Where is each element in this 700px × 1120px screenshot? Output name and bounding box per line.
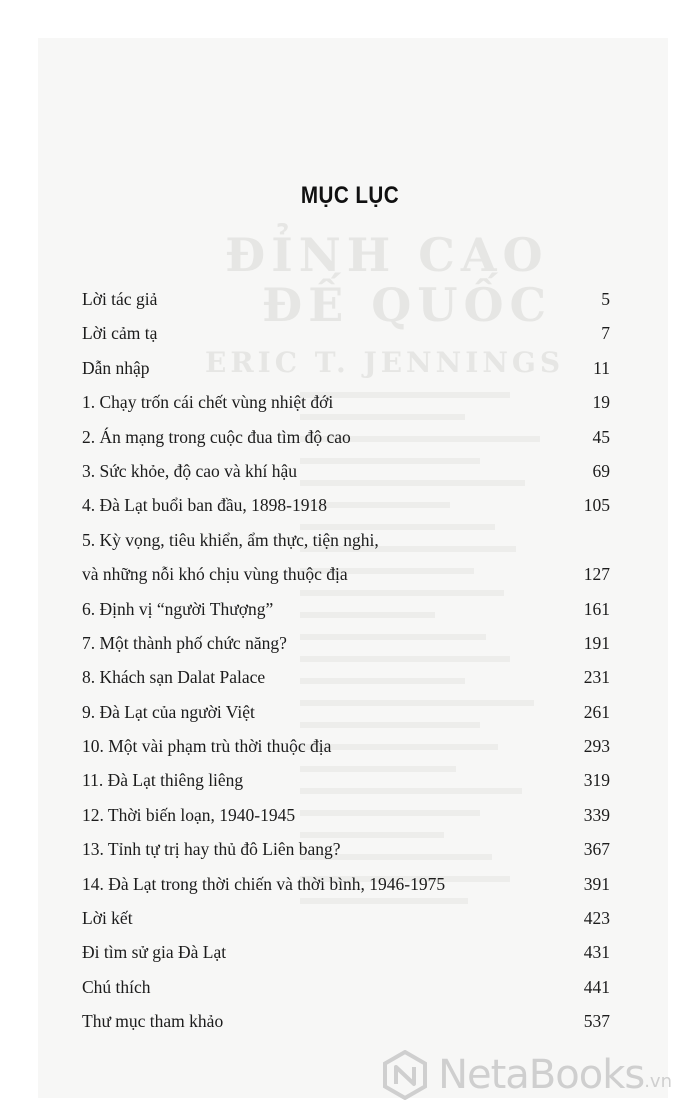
toc-entry-title: Đi tìm sử gia Đà Lạt xyxy=(82,942,227,963)
page-title: MỤC LỤC xyxy=(300,182,400,209)
toc-entry xyxy=(82,284,610,318)
netabooks-logo-icon xyxy=(380,1050,430,1100)
toc-entry xyxy=(82,937,610,971)
toc-entry-page: 537 xyxy=(583,1011,610,1032)
toc-entry-title: và những nỗi khó chịu vùng thuộc địa xyxy=(82,564,348,585)
bleed-through-decoration: ĐỈNH CAO xyxy=(225,228,549,282)
toc-entry xyxy=(82,525,610,559)
toc-entry-page: 391 xyxy=(583,873,610,894)
toc-entry xyxy=(82,697,610,731)
toc-entry xyxy=(82,559,610,593)
toc-entry-page: 7 xyxy=(601,323,610,344)
toc-entry-page: 5 xyxy=(601,289,610,309)
watermark-suffix: .vn xyxy=(644,1071,672,1092)
toc-entry-page: 441 xyxy=(583,976,610,997)
table-of-contents xyxy=(82,284,610,1041)
toc-entry-page: 69 xyxy=(592,460,610,481)
toc-entry-title: 9. Đà Lạt của người Việt xyxy=(82,701,255,722)
toc-entry-title: Dẫn nhập xyxy=(82,357,150,378)
watermark-brand: NetaBooks xyxy=(438,1052,645,1098)
toc-entry-title: Lời tác giả xyxy=(82,289,158,309)
toc-entry xyxy=(82,628,610,662)
toc-entry-page: 367 xyxy=(583,839,610,860)
watermark xyxy=(380,1050,672,1100)
toc-entry-title: 8. Khách sạn Dalat Palace xyxy=(82,667,266,688)
toc-entry xyxy=(82,869,610,903)
toc-entry xyxy=(82,903,610,937)
toc-entry-page: 105 xyxy=(583,495,610,516)
toc-entry xyxy=(82,387,610,421)
toc-entry xyxy=(82,1006,610,1040)
toc-entry xyxy=(82,456,610,490)
toc-entry-title: 11. Đà Lạt thiêng liêng xyxy=(82,770,244,791)
toc-entry-title: 2. Án mạng trong cuộc đua tìm độ cao xyxy=(82,426,351,447)
toc-entry-title: Thư mục tham khảo xyxy=(82,1011,224,1032)
toc-entry-page: 293 xyxy=(583,736,610,757)
toc-entry-page: 11 xyxy=(593,357,610,378)
toc-entry-page: 19 xyxy=(592,392,610,413)
toc-entry-title: 12. Thời biến loạn, 1940-1945 xyxy=(82,804,296,825)
toc-entry xyxy=(82,318,610,352)
toc-entry-page: 431 xyxy=(583,942,610,963)
toc-entry-title: 7. Một thành phố chức năng? xyxy=(82,632,287,653)
bleed-through-decoration: ERIC T. JENNINGS xyxy=(205,346,565,379)
toc-entry-title: 6. Định vị “người Thượng” xyxy=(82,598,274,619)
toc-entry xyxy=(82,834,610,868)
toc-entry-title: 14. Đà Lạt trong thời chiến và thời bình, 1946-1975 xyxy=(82,873,446,894)
toc-entry-title: 4. Đà Lạt buổi ban đầu, 1898-1918 xyxy=(82,495,327,516)
toc-entry-page: 319 xyxy=(583,770,610,791)
toc-entry xyxy=(82,765,610,799)
toc-entry xyxy=(82,490,610,524)
toc-entry-page: 231 xyxy=(583,667,610,688)
toc-entry-page: 261 xyxy=(583,701,610,722)
bleed-through-decoration: ĐẾ QUỐC xyxy=(262,278,553,332)
toc-entry-page: 423 xyxy=(583,908,610,929)
toc-entry xyxy=(82,731,610,765)
toc-entry-title: Chú thích xyxy=(82,976,151,997)
toc-entry-title: 13. Tỉnh tự trị hay thủ đô Liên bang? xyxy=(82,839,341,860)
toc-entry-title: 10. Một vài phạm trù thời thuộc địa xyxy=(82,736,332,757)
toc-entry xyxy=(82,422,610,456)
toc-entry xyxy=(82,662,610,696)
toc-entry-page: 127 xyxy=(583,564,610,585)
toc-entry-title: 5. Kỳ vọng, tiêu khiển, ẩm thực, tiện nghi, xyxy=(82,529,379,550)
toc-entry-title: 3. Sức khỏe, độ cao và khí hậu xyxy=(82,460,298,481)
toc-entry-page: 45 xyxy=(592,426,610,447)
toc-entry-title: 1. Chạy trốn cái chết vùng nhiệt đới xyxy=(82,392,334,413)
toc-entry-page: 161 xyxy=(583,598,610,619)
toc-entry xyxy=(82,353,610,387)
toc-entry xyxy=(82,972,610,1006)
toc-entry xyxy=(82,594,610,628)
toc-entry-title: Lời cảm tạ xyxy=(82,323,158,344)
toc-entry-page: 191 xyxy=(583,632,610,653)
toc-entry-page: 339 xyxy=(583,804,610,825)
toc-entry xyxy=(82,800,610,834)
toc-entry-title: Lời kết xyxy=(82,908,133,929)
